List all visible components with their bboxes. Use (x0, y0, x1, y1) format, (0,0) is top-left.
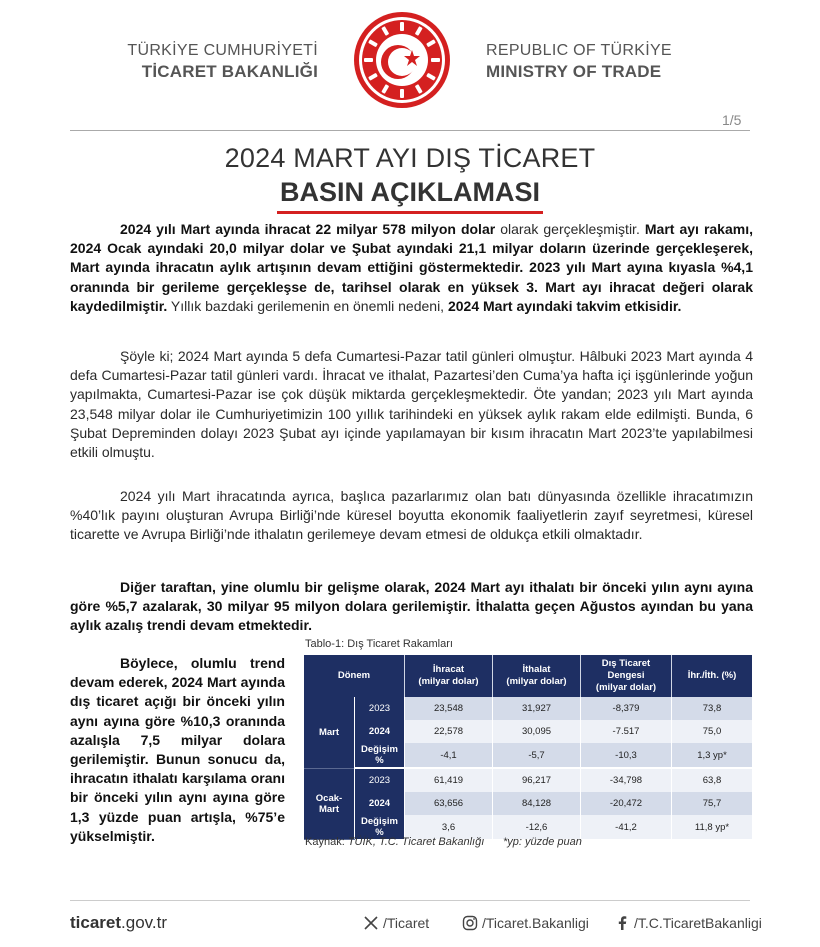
header-right (486, 40, 736, 82)
col-header-donem: Dönem (304, 655, 405, 697)
table-source (305, 836, 484, 848)
row-label: Değişim % (355, 743, 405, 768)
col-header-ihracat-line1: İhracat (432, 664, 465, 675)
cell-denge: -34,798 (581, 768, 672, 792)
table-row (304, 768, 752, 792)
paragraph-export-summary (70, 220, 753, 316)
col-header-ihracat (405, 655, 493, 697)
table-row (304, 697, 752, 720)
cell-oran: 1,3 yp* (672, 743, 753, 768)
footer-divider (70, 900, 750, 901)
facebook-handle: /T.C.TicaretBakanligi (634, 915, 762, 931)
row-label: 2023 (355, 768, 405, 792)
paragraph-segment: Mart ayı rakamı, 2024 Ocak ayındaki 20,0 milyar dolar ve Şubat ayındaki 21,1 milyar doların üzerinde gerçekleşerek, Mart ayında ihracatın aylık artışının devam ettiğini göstermektedir. 2023 yılı Mart ayına kıyasla %4,1 oranında bir gerileme gerçekleşse de, tarihsel olarak en yüksek 3. Mart ayı ihracat değeri olarak kaydedilmiştir. (70, 221, 753, 314)
cell-ithalat: 31,927 (493, 697, 581, 720)
col-header-ithalat (493, 655, 581, 697)
paragraph-calendar-effect: Şöyle ki; 2024 Mart ayında 5 defa Cumartesi-Pazar tatil günleri olmuştur. Hâlbuki 2023 Mart ayında 4 defa Cumartesi-Pazar tatil günleri vardı. İhracat ve ithalat, Pazartesi’den Cuma’ya hafta içi işgünlerinde yoğun yapılmakta, Cumartesi-Pazar ise çok düşük miktarda gerçekleşmektedir. Öte yandan; 2023 yılı Mart ayında 23,548 milyar dolar ile Cumhuriyetimizin 100 yıllık tarihindeki en yüksek aylık rakam elde edilmişti. Bunda, 6 Şubat Depreminden dolayı 2023 Şubat ayı içinde yapılamayan bir kısım ihracatın Mart 2023’te yapılabilmesi etkili olmuştu. (70, 348, 753, 461)
col-header-ithalat-line1: İthalat (522, 664, 551, 675)
col-header-ihracat-line2: (milyar dolar) (418, 676, 479, 687)
table-row (304, 792, 752, 815)
cell-ithalat: -5,7 (493, 743, 581, 768)
table-footnote: *yp: yüzde puan (503, 836, 582, 848)
row-label: 2023 (355, 697, 405, 720)
paragraph-segment: 2024 yılı Mart ayında ihracat 22 milyar 578 milyon dolar (120, 221, 496, 237)
table-row (304, 720, 752, 743)
paragraph-eu-effect: 2024 yılı Mart ihracatında ayrıca, başlıca pazarlarımız olan batı dünyasında özellikle ihracatımızın %40’lık payını oluşturan Avrupa Birliği’nde küresel boyutta ekonomik faaliyetlerin zayıf seyretmesi, küresel ticarette ve Avrupa Birliği’nde ithalatın gerilemeye devam etmesi de oldukça etkili olmaktadır. (70, 488, 753, 543)
cell-oran: 75,7 (672, 792, 753, 815)
x-logo-icon (363, 915, 379, 931)
website-link[interactable] (70, 913, 167, 933)
col-header-denge-line1: Dış Ticaret (601, 658, 651, 669)
facebook-social-link[interactable] (614, 915, 762, 931)
header-left-line1: TÜRKİYE CUMHURİYETİ (127, 42, 318, 59)
col-header-ithalat-line2: (milyar dolar) (506, 676, 567, 687)
table-source-label: Kaynak: (305, 836, 348, 848)
cell-oran: 63,8 (672, 768, 753, 792)
cell-ithalat: 84,128 (493, 792, 581, 815)
cell-ithalat: -12,6 (493, 815, 581, 839)
cell-denge: -10,3 (581, 743, 672, 768)
paragraph-segment: 2024 Mart ayındaki takvim etkisidir. (447, 297, 682, 314)
cell-ihracat: 23,548 (405, 697, 493, 720)
row-label: Değişim % (355, 815, 405, 839)
group-label-line2: Mart (318, 803, 340, 815)
col-header-denge-line3: (milyar dolar) (595, 682, 657, 693)
paragraph-import-decline: Diğer taraftan, yine olumlu bir gelişme olarak, 2024 Mart ayı ithalatı bir önceki yılın aynı ayına göre %5,7 azalarak, 30 milyar 95 milyon dolara gerilemiştir. İthalatta geçen Ağustos ayından bu yana aylık azalış trendi devam etmektedir. (70, 579, 753, 634)
cell-ihracat: 61,419 (405, 768, 493, 792)
table-caption: Tablo-1: Dış Ticaret Rakamları (305, 638, 453, 650)
cell-ihracat: -4,1 (405, 743, 493, 768)
page-number: 1/5 (722, 112, 742, 128)
cell-oran: 75,0 (672, 720, 753, 743)
title-underline (277, 211, 543, 214)
x-handle: /Ticaret (383, 915, 430, 931)
row-label: 2024 (355, 720, 405, 743)
col-header-oran: İhr./İth. (%) (672, 655, 753, 697)
row-label: 2024 (355, 792, 405, 815)
cell-ihracat: 22,578 (405, 720, 493, 743)
cell-oran: 11,8 yp* (672, 815, 753, 839)
cell-denge: -20,472 (581, 792, 672, 815)
trade-table (304, 655, 752, 840)
col-header-denge-line2: Dengesi (607, 670, 645, 681)
table-row (304, 743, 752, 768)
cell-denge: -7.517 (581, 720, 672, 743)
website-domain: .gov.tr (121, 913, 168, 932)
instagram-social-link[interactable] (462, 915, 589, 931)
instagram-icon (462, 915, 478, 931)
table-source-value: TÜİK, T.C. Ticaret Bakanlığı (347, 836, 485, 848)
group-label-line1: Mart (318, 726, 340, 738)
header-right-line1: REPUBLIC OF TÜRKİYE (486, 42, 672, 59)
cell-oran: 73,8 (672, 697, 753, 720)
group-label-ocak-mart (304, 768, 355, 839)
header-right-line2: MINISTRY OF TRADE (486, 62, 662, 81)
col-header-denge (581, 655, 672, 697)
header-left (90, 40, 318, 82)
cell-denge: -8,379 (581, 697, 672, 720)
cell-denge: -41,2 (581, 815, 672, 839)
cell-ithalat: 96,217 (493, 768, 581, 792)
instagram-handle: /Ticaret.Bakanligi (482, 915, 589, 931)
cell-ihracat: 63,656 (405, 792, 493, 815)
header-left-line2: TİCARET BAKANLIĞI (141, 62, 318, 81)
paragraph-segment: Yıllık bazdaki gerilemenin en önemli nedeni, (167, 297, 448, 314)
document-title-line2: BASIN AÇIKLAMASI (280, 177, 540, 207)
website-bold: ticaret (70, 913, 122, 932)
ministry-emblem-icon (352, 10, 452, 110)
x-social-link[interactable] (363, 915, 429, 931)
cell-ithalat: 30,095 (493, 720, 581, 743)
facebook-icon (614, 915, 630, 931)
group-label-line1: Ocak- (315, 792, 343, 804)
group-label-mart (304, 697, 355, 768)
paragraph-segment: olarak gerçekleşmiştir. (495, 221, 645, 237)
paragraph-trade-deficit: Böylece, olumlu trend devam ederek, 2024 Mart ayında dış ticaret açığı bir önceki yılın aynı ayına göre %10,3 oranında azalışla 7,5 milyar dolara gerilemiştir. Bunun sonucu da, ihracatın ithalatı karşılama oranı bir önceki yılın aynı ayına göre 1,3 yüzde puan artışla, %75’e yükselmiştir. (70, 655, 285, 844)
document-title-line1: 2024 MART AYI DIŞ TİCARET (224, 143, 596, 173)
cell-ihracat: 3,6 (405, 815, 493, 839)
header-divider (70, 130, 750, 131)
